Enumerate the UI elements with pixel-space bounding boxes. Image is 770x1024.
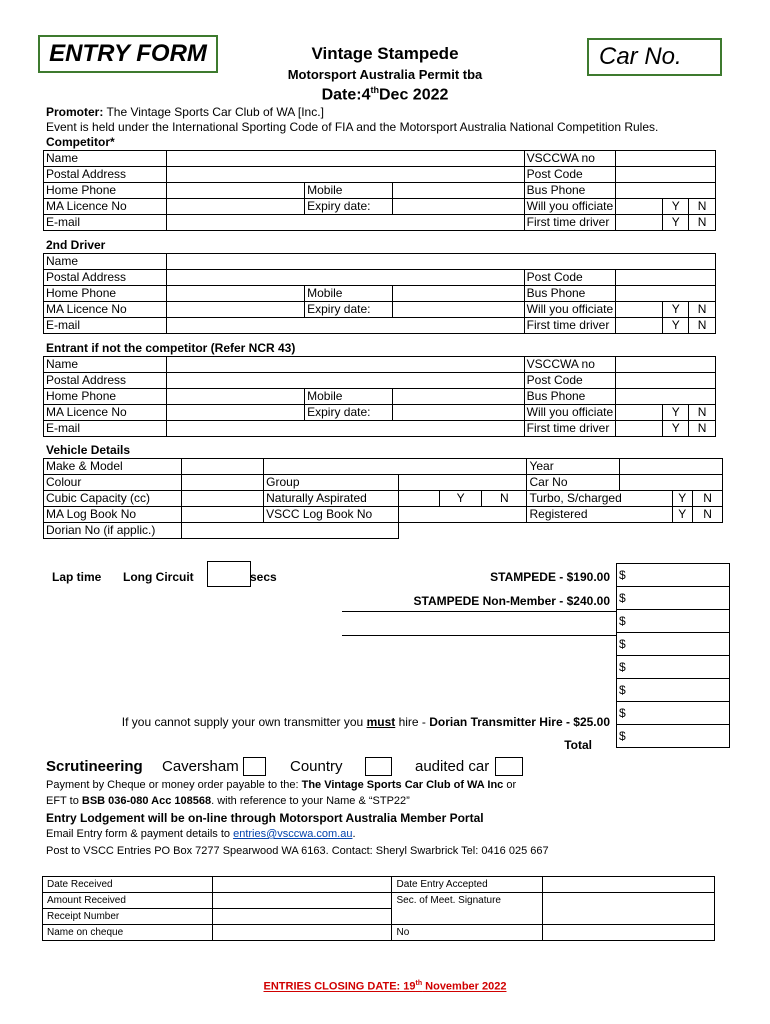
label-licence: MA Licence No <box>44 405 167 421</box>
competitor-vsccwa-field[interactable] <box>616 151 716 167</box>
competitor-bus-field[interactable] <box>616 183 716 199</box>
entrant-name-field[interactable] <box>167 357 524 373</box>
country-label: Country <box>290 758 343 775</box>
payment-line-1 <box>46 779 516 791</box>
driver2-bus-field[interactable] <box>616 286 716 302</box>
label-carno: Car No <box>527 475 620 491</box>
driver2-first-gap <box>616 318 663 334</box>
rules-text: Event is held under the International Sporting Code of FIA and the Motorsport Australia National Competition Rules. <box>46 120 659 134</box>
amount-6[interactable]: $ <box>617 679 730 702</box>
vehicle-turbo-no[interactable]: N <box>693 491 723 507</box>
entrant-first-yes[interactable]: Y <box>663 421 689 437</box>
payment-1-post: or <box>503 779 517 791</box>
country-checkbox[interactable] <box>365 757 392 776</box>
vehicle-registered-yes[interactable]: Y <box>672 507 693 523</box>
label-postcode: Post Code <box>524 167 615 183</box>
label-name: Name <box>44 151 167 167</box>
email-post: . <box>352 828 356 840</box>
amount-transmitter[interactable]: $ <box>617 702 730 725</box>
label-year: Year <box>527 459 620 475</box>
entrant-expiry-field[interactable] <box>392 405 524 421</box>
entrant-table <box>43 356 716 437</box>
email-line <box>46 828 356 840</box>
label-mobile: Mobile <box>305 183 393 199</box>
vehicle-make-field[interactable] <box>181 459 263 475</box>
amount-field[interactable] <box>212 893 392 909</box>
label-name: Name <box>44 357 167 373</box>
receipt-field[interactable] <box>212 909 392 925</box>
vehicle-heading: Vehicle Details <box>46 443 131 457</box>
driver2-officiate-gap <box>616 302 663 318</box>
entrant-postal-field[interactable] <box>167 373 524 389</box>
driver2-officiate-yes[interactable]: Y <box>663 302 689 318</box>
label-receipt: Receipt Number <box>43 909 213 925</box>
competitor-postal-field[interactable] <box>167 167 524 183</box>
closing-pre: ENTRIES CLOSING DATE: 19 <box>263 980 416 993</box>
label-postcode: Post Code <box>524 373 615 389</box>
car-number-box[interactable]: Car No. <box>587 38 722 76</box>
competitor-first-no[interactable]: N <box>689 215 716 231</box>
label-licence: MA Licence No <box>44 302 167 318</box>
lodgement-text: Entry Lodgement will be on-line through Motorsport Australia Member Portal <box>46 811 484 825</box>
driver2-email-field[interactable] <box>167 318 524 334</box>
label-make: Make & Model <box>44 459 182 475</box>
label-expiry: Expiry date: <box>305 199 393 215</box>
label-turbo: Turbo, S/charged <box>527 491 672 507</box>
label-logbook: MA Log Book No <box>44 507 182 523</box>
label-date-received: Date Received <box>43 877 213 893</box>
driver2-heading: 2nd Driver <box>46 238 106 252</box>
label-home: Home Phone <box>44 389 167 405</box>
label-no: No <box>392 925 543 941</box>
fee-line-2 <box>342 635 616 636</box>
amount-stampede[interactable]: $ <box>617 564 730 587</box>
closing-date <box>0 980 770 993</box>
label-vscclog: VSCC Log Book No <box>264 507 399 523</box>
date-suffix: Dec 2022 <box>379 86 449 104</box>
vehicle-carno-field[interactable] <box>620 475 723 491</box>
vehicle-colour-field[interactable] <box>181 475 263 491</box>
label-name: Name <box>44 254 167 270</box>
label-mobile: Mobile <box>305 389 393 405</box>
entry-form-title: ENTRY FORM <box>38 35 218 73</box>
amount-3[interactable]: $ <box>617 610 730 633</box>
competitor-first-gap <box>616 215 663 231</box>
vehicle-blank <box>398 523 722 539</box>
vehicle-dorian-field[interactable] <box>181 523 398 539</box>
entrant-officiate-no[interactable]: N <box>689 405 716 421</box>
driver2-table <box>43 253 716 334</box>
fee-stampede: STAMPEDE - $190.00 <box>490 570 610 584</box>
driver2-mobile-field[interactable] <box>392 286 524 302</box>
competitor-mobile-field[interactable] <box>392 183 524 199</box>
date-accepted-field[interactable] <box>543 877 715 893</box>
driver2-postcode-field[interactable] <box>616 270 716 286</box>
vehicle-nat-yes[interactable]: Y <box>440 491 482 507</box>
event-date <box>240 85 530 104</box>
competitor-first-yes[interactable]: Y <box>663 215 689 231</box>
label-signature: Sec. of Meet. Signature <box>392 893 543 925</box>
entrant-first-gap <box>616 421 663 437</box>
promoter-label: Promoter: <box>46 105 104 119</box>
entrant-officiate-gap <box>616 405 663 421</box>
driver2-postal-field[interactable] <box>167 270 524 286</box>
competitor-postcode-field[interactable] <box>616 167 716 183</box>
label-cc: Cubic Capacity (cc) <box>44 491 182 507</box>
transmitter-pre: If you cannot supply your own transmitter you <box>121 715 367 729</box>
entrant-licence-field[interactable] <box>167 405 305 421</box>
fee-amounts <box>616 563 730 748</box>
label-cheque: Name on cheque <box>43 925 213 941</box>
label-postal: Postal Address <box>44 167 167 183</box>
payment-2-post: . with reference to your Name & “STP22” <box>211 795 410 807</box>
label-group: Group <box>264 475 399 491</box>
payment-1-bold: The Vintage Sports Car Club of WA Inc <box>301 779 504 791</box>
label-officiate: Will you officiate <box>524 405 615 421</box>
label-expiry: Expiry date: <box>305 405 393 421</box>
cheque-field[interactable] <box>212 925 392 941</box>
competitor-officiate-gap <box>616 199 663 215</box>
permit-text: Motorsport Australia Permit tba <box>287 67 483 82</box>
label-registered: Registered <box>527 507 672 523</box>
audited-label: audited car <box>415 758 490 775</box>
label-vsccwa: VSCCWA no <box>524 151 615 167</box>
email-pre: Email Entry form & payment details to <box>46 828 234 840</box>
amount-4[interactable]: $ <box>617 633 730 656</box>
entrant-postcode-field[interactable] <box>616 373 716 389</box>
label-first: First time driver <box>524 318 615 334</box>
driver2-first-yes[interactable]: Y <box>663 318 689 334</box>
transmitter-must: must <box>366 715 396 729</box>
competitor-officiate-no[interactable]: N <box>689 199 716 215</box>
label-vsccwa: VSCCWA no <box>524 357 615 373</box>
entrant-heading: Entrant if not the competitor (Refer NCR 43) <box>46 341 296 355</box>
closing-post: November 2022 <box>422 980 507 993</box>
entrant-first-no[interactable]: N <box>689 421 716 437</box>
entrant-vsccwa-field[interactable] <box>616 357 716 373</box>
no-field[interactable] <box>543 925 715 941</box>
label-email: E-mail <box>44 421 167 437</box>
office-table <box>42 876 715 941</box>
label-home: Home Phone <box>44 286 167 302</box>
promoter-text: The Vintage Sports Car Club of WA [Inc.] <box>103 105 324 119</box>
date-sup: th <box>370 85 379 95</box>
label-postal: Postal Address <box>44 373 167 389</box>
label-mobile: Mobile <box>305 286 393 302</box>
competitor-name-field[interactable] <box>167 151 524 167</box>
vehicle-turbo-yes[interactable]: Y <box>672 491 693 507</box>
vehicle-nat-gap <box>398 491 439 507</box>
label-bus: Bus Phone <box>524 183 615 199</box>
entrant-bus-field[interactable] <box>616 389 716 405</box>
secs-label: secs <box>250 570 277 584</box>
payment-2-bold: BSB 036-080 Acc 108568 <box>81 795 212 807</box>
label-first: First time driver <box>524 215 615 231</box>
driver2-home-field[interactable] <box>167 286 305 302</box>
driver2-first-no[interactable]: N <box>689 318 716 334</box>
competitor-heading: Competitor* <box>46 135 115 149</box>
date-received-field[interactable] <box>212 877 392 893</box>
fee-line-1 <box>342 611 616 612</box>
entrant-officiate-yes[interactable]: Y <box>663 405 689 421</box>
vehicle-year-field[interactable] <box>620 459 723 475</box>
label-date-accepted: Date Entry Accepted <box>392 877 543 893</box>
vehicle-table <box>43 458 723 539</box>
payment-1-pre: Payment by Cheque or money order payable to the: <box>46 779 302 791</box>
driver2-expiry-field[interactable] <box>392 302 524 318</box>
vehicle-make-extra[interactable] <box>264 459 527 475</box>
label-email: E-mail <box>44 318 167 334</box>
label-licence: MA Licence No <box>44 199 167 215</box>
label-first: First time driver <box>524 421 615 437</box>
label-home: Home Phone <box>44 183 167 199</box>
label-colour: Colour <box>44 475 182 491</box>
vehicle-vscclog-field[interactable] <box>398 507 527 523</box>
entrant-home-field[interactable] <box>167 389 305 405</box>
competitor-home-field[interactable] <box>167 183 305 199</box>
vehicle-registered-no[interactable]: N <box>693 507 723 523</box>
total-label: Total <box>564 738 592 752</box>
competitor-licence-field[interactable] <box>167 199 305 215</box>
label-amount: Amount Received <box>43 893 213 909</box>
closing-sup: th <box>415 980 423 987</box>
audited-checkbox[interactable] <box>495 757 523 776</box>
competitor-expiry-field[interactable] <box>392 199 524 215</box>
promoter-line <box>46 105 324 119</box>
label-bus: Bus Phone <box>524 389 615 405</box>
label-officiate: Will you officiate <box>524 199 615 215</box>
event-name: Vintage Stampede <box>311 44 459 63</box>
email-link[interactable]: entries@vsccwa.com.au <box>233 828 353 840</box>
driver2-licence-field[interactable] <box>167 302 305 318</box>
payment-2-pre: EFT to <box>46 795 82 807</box>
label-bus: Bus Phone <box>524 286 615 302</box>
amount-total[interactable]: $ <box>617 725 730 748</box>
transmitter-bold: Dorian Transmitter Hire - $25.00 <box>429 715 610 729</box>
label-nat: Naturally Aspirated <box>264 491 399 507</box>
label-email: E-mail <box>44 215 167 231</box>
entrant-email-field[interactable] <box>167 421 524 437</box>
circuit-label: Long Circuit <box>123 570 194 584</box>
caversham-checkbox[interactable] <box>243 757 266 776</box>
competitor-email-field[interactable] <box>167 215 524 231</box>
amount-5[interactable]: $ <box>617 656 730 679</box>
competitor-table <box>43 150 716 231</box>
post-line: Post to VSCC Entries PO Box 7277 Spearwood WA 6163. Contact: Sheryl Swarbrick Tel: 0416 025 667 <box>46 845 549 857</box>
fee-nonmember: STAMPEDE Non-Member - $240.00 <box>413 594 610 608</box>
entrant-mobile-field[interactable] <box>392 389 524 405</box>
vehicle-nat-no[interactable]: N <box>482 491 527 507</box>
transmitter-line <box>60 715 610 729</box>
vehicle-logbook-field[interactable] <box>181 507 263 523</box>
transmitter-post: hire - <box>395 715 430 729</box>
caversham-label: Caversham <box>162 758 239 775</box>
laptime-label: Lap time <box>52 570 102 584</box>
label-dorian: Dorian No (if applic.) <box>44 523 182 539</box>
label-officiate: Will you officiate <box>524 302 615 318</box>
vehicle-cc-field[interactable] <box>181 491 263 507</box>
scrutineering-title: Scrutineering <box>46 758 143 775</box>
label-postcode: Post Code <box>524 270 615 286</box>
vehicle-group-field[interactable] <box>398 475 527 491</box>
laptime-box[interactable] <box>207 561 251 587</box>
driver2-officiate-no[interactable]: N <box>689 302 716 318</box>
label-expiry: Expiry date: <box>305 302 393 318</box>
date-prefix: Date:4 <box>321 86 371 104</box>
label-postal: Postal Address <box>44 270 167 286</box>
competitor-officiate-yes[interactable]: Y <box>663 199 689 215</box>
payment-line-2 <box>46 795 410 807</box>
driver2-name-field[interactable] <box>167 254 716 270</box>
amount-nonmember[interactable]: $ <box>617 587 730 610</box>
signature-field[interactable] <box>543 893 715 925</box>
